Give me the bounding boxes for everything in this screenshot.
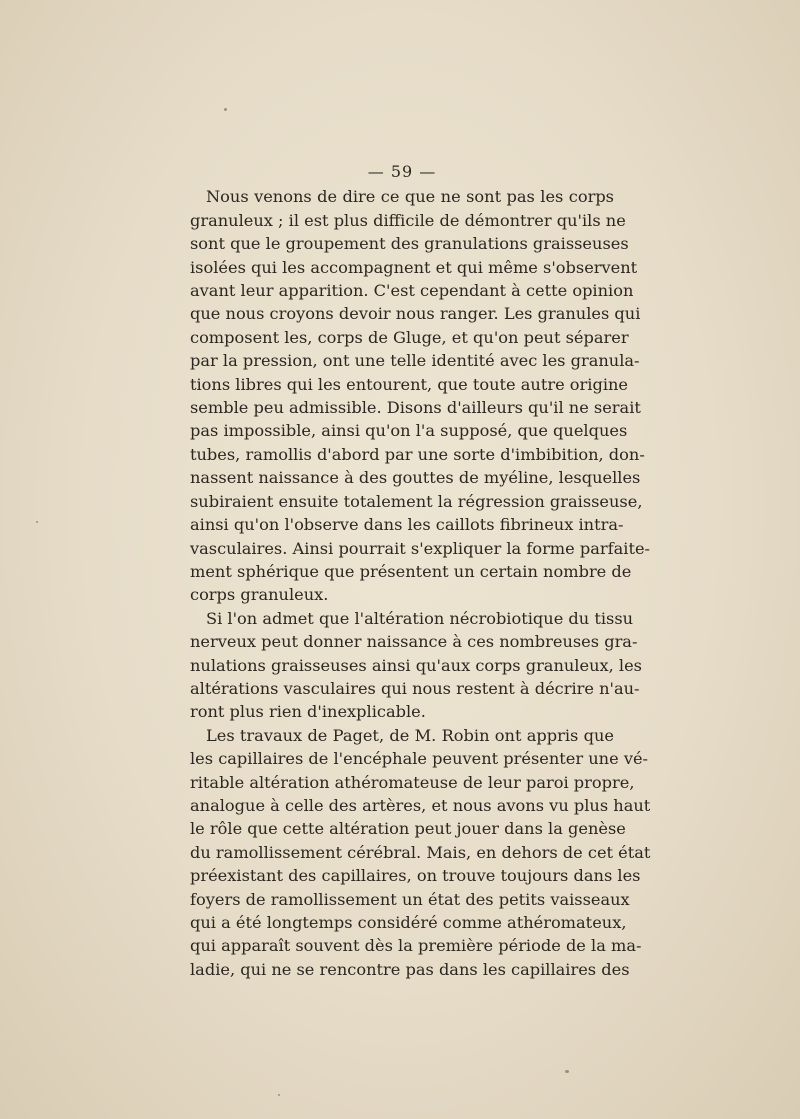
text-line: les capillaires de l'encéphale peuvent présenter une vé- bbox=[190, 749, 649, 769]
paper-speck bbox=[224, 108, 227, 111]
text-line: semble peu admissible. Disons d'ailleurs qu'il ne serait bbox=[190, 398, 641, 418]
text-line: avant leur apparition. C'est cependant à cette opinion bbox=[190, 281, 634, 301]
page-number: — 59 — bbox=[367, 162, 437, 181]
text-line: isolées qui les accompagnent et qui même s'observent bbox=[190, 257, 638, 277]
text-line: foyers de ramollissement un état des petits vaisseaux bbox=[190, 889, 630, 909]
paper-speck bbox=[278, 1094, 280, 1096]
text-line: Si l'on admet que l'altération nécrobiotique du tissu bbox=[206, 608, 634, 628]
paragraph-list bbox=[190, 185, 651, 981]
text-line: préexistant des capillaires, on trouve toujours dans les bbox=[190, 866, 641, 886]
paragraph bbox=[190, 724, 651, 981]
text-line: ritable altération athéromateuse de leur paroi propre, bbox=[190, 772, 635, 792]
text-line: par la pression, ont une telle identité avec les granula- bbox=[190, 351, 640, 371]
text-line: ainsi qu'on l'observe dans les caillots fibrineux intra- bbox=[190, 515, 624, 535]
text-line: subiraient ensuite totalement la régression graisseuse, bbox=[190, 491, 643, 511]
text-line: nerveux peut donner naissance à ces nombreuses gra- bbox=[190, 632, 638, 652]
text-line: analogue à celle des artères, et nous avons vu plus haut bbox=[190, 795, 651, 815]
page-body bbox=[190, 160, 651, 981]
text-line: du ramollissement cérébral. Mais, en dehors de cet état bbox=[190, 842, 651, 862]
text-line: tubes, ramollis d'abord par une sorte d'imbibition, don- bbox=[190, 444, 645, 464]
text-line: que nous croyons devoir nous ranger. Les granules qui bbox=[190, 304, 641, 324]
text-line: ladie, qui ne se rencontre pas dans les capillaires des bbox=[190, 959, 630, 979]
text-line: sont que le groupement des granulations graisseuses bbox=[190, 234, 629, 254]
text-line: qui apparaît souvent dès la première période de la ma- bbox=[190, 936, 642, 956]
text-line: pas impossible, ainsi qu'on l'a supposé, que quelques bbox=[190, 421, 628, 441]
text-line: Les travaux de Paget, de M. Robin ont appris que bbox=[206, 725, 614, 745]
paragraph bbox=[190, 185, 651, 606]
paper-speck bbox=[565, 1070, 569, 1073]
text-line: ront plus rien d'inexplicable. bbox=[190, 702, 426, 722]
text-line: nulations graisseuses ainsi qu'aux corps granuleux, les bbox=[190, 655, 642, 675]
text-line: granuleux ; il est plus difficile de démontrer qu'ils ne bbox=[190, 210, 626, 230]
text-line: Nous venons de dire ce que ne sont pas les corps bbox=[206, 187, 614, 207]
paper-speck bbox=[36, 521, 38, 523]
text-line: qui a été longtemps considéré comme athéromateux, bbox=[190, 913, 627, 932]
text-line: corps granuleux. bbox=[190, 585, 329, 605]
text-line: altérations vasculaires qui nous restent à décrire n'au- bbox=[190, 678, 640, 698]
paragraph bbox=[190, 607, 642, 724]
text-line: vasculaires. Ainsi pourrait s'expliquer la forme parfaite- bbox=[190, 538, 651, 558]
text-line: ment sphérique que présentent un certain nombre de bbox=[190, 561, 632, 581]
text-line: composent les, corps de Gluge, et qu'on peut séparer bbox=[190, 327, 629, 347]
text-line: tions libres qui les entourent, que toute autre origine bbox=[190, 374, 629, 394]
text-line: nassent naissance à des gouttes de myéline, lesquelles bbox=[190, 468, 641, 488]
text-line: le rôle que cette altération peut jouer dans la genèse bbox=[190, 819, 626, 839]
